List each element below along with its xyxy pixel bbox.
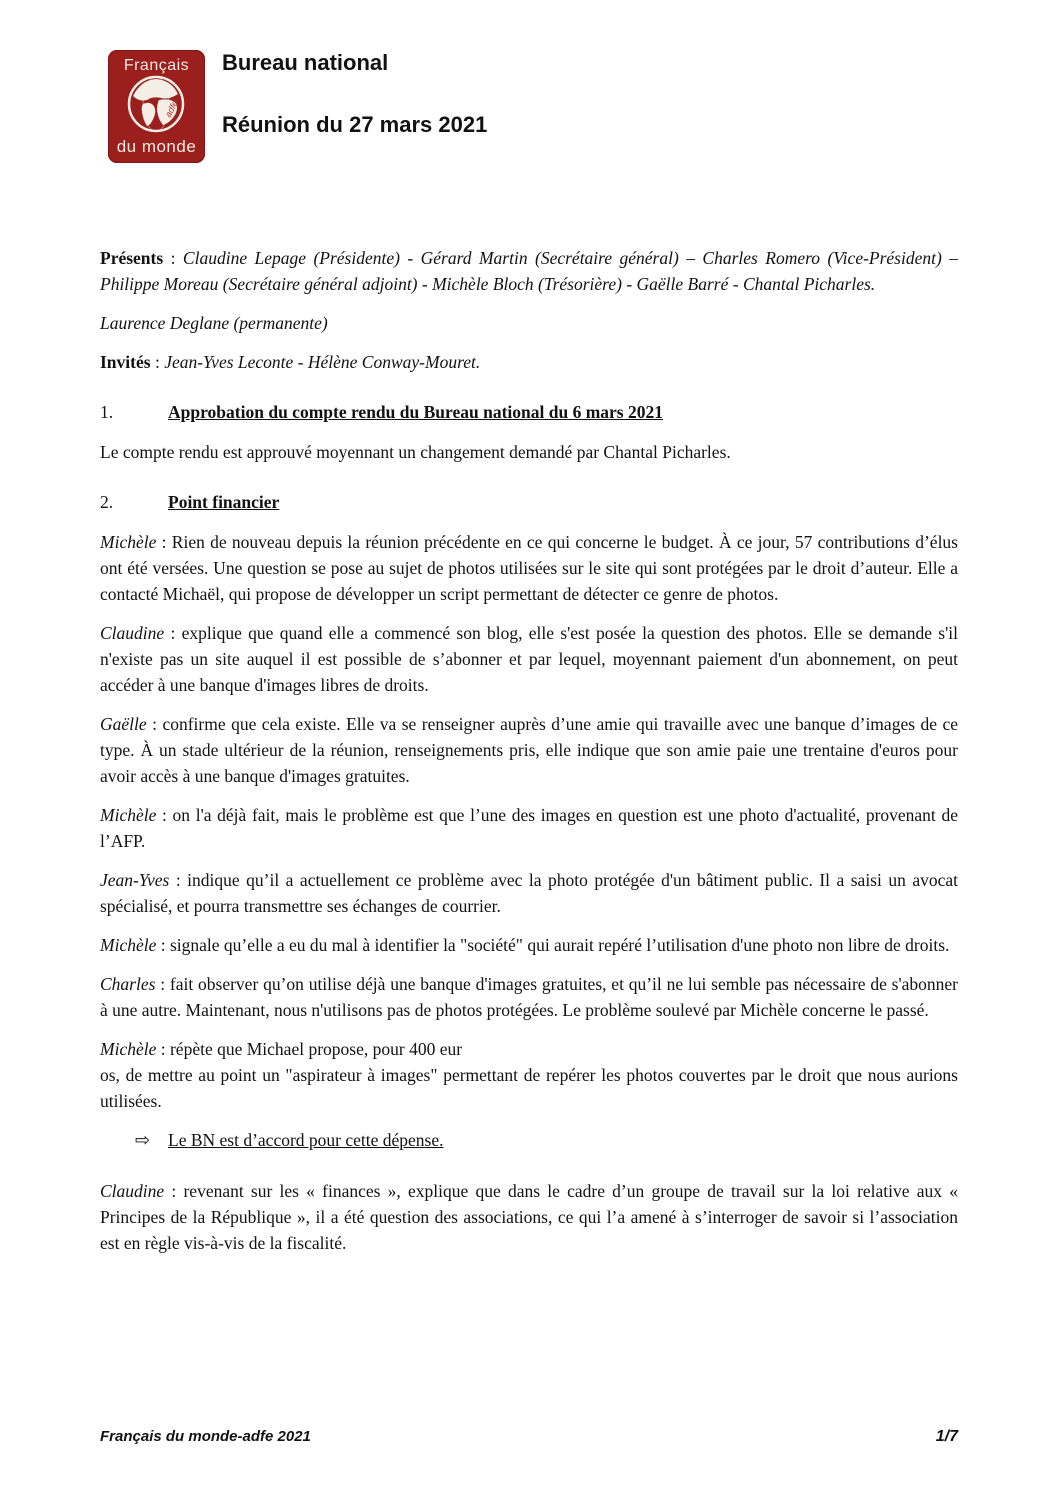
speaker-name: Charles — [100, 974, 156, 994]
document-body — [100, 245, 958, 1256]
permanente-paragraph: Laurence Deglane (permanente) — [100, 313, 328, 333]
document-title: Bureau national — [222, 50, 389, 75]
footer-association-name: Français du monde-adfe 2021 — [100, 1428, 311, 1445]
statement-text: signale qu’elle a eu du mal à identifier la "société" qui aurait repéré l’utilisation d'une photo non libre de droits. — [169, 935, 950, 955]
presents-list: Claudine Lepage (Présidente) - Gérard Martin (Secrétaire général) – Charles Romero (Vice-Président) – Philippe Moreau (Secrétaire général adjoint) - Michèle Bloch (Trésorière) - Gaëlle Barré - Chantal Picharles. — [100, 248, 958, 294]
section-1-number: 1. — [100, 402, 114, 422]
invites-list: Jean-Yves Leconte - Hélène Conway-Mouret. — [164, 352, 481, 372]
speaker-name: Michèle — [100, 935, 157, 955]
speaker-name: Claudine — [100, 1181, 165, 1201]
arrow-bullet-icon: ⇨ — [135, 1130, 151, 1151]
speaker-name: Michèle — [100, 805, 157, 825]
statement-text: indique qu’il a actuellement ce problème avec la photo protégée d'un bâtiment public. Il a saisi un avocat spécialisé, et pourra transmettre ses échanges de courrier. — [100, 870, 958, 916]
speaker-name: Gaëlle — [100, 714, 147, 734]
invites-paragraph: Invités : Jean-Yves Leconte - Hélène Conway-Mouret. — [100, 352, 481, 372]
section-1-heading — [100, 399, 958, 425]
section-2-title: Point financier — [168, 492, 280, 512]
approval-paragraph: Le compte rendu est approuvé moyennant un changement demandé par Chantal Picharles. — [100, 442, 731, 462]
statement-text: on l'a déjà fait, mais le problème est que l’une des images en question est une photo d'actualité, provenant de l’AFP. — [100, 805, 958, 851]
logo-text-bottom: du monde — [116, 137, 197, 156]
speaker-name: Jean-Yves — [100, 870, 170, 890]
presents-label: Présents — [100, 248, 164, 268]
logo-globe-label: adfe — [162, 98, 180, 119]
speaker-name: Claudine — [100, 623, 165, 643]
section-2-heading — [100, 489, 958, 515]
statement-text: revenant sur les « finances », explique que dans le cadre d’un groupe de travail sur la loi relative aux « Principes de la République », il a été question des associations, ce qui l’a amené à s’interroger de savoir si l’association est en règle vis-à-vis de la fiscalité. — [100, 1181, 958, 1253]
presents-paragraph: Présents : Claudine Lepage (Présidente) - Gérard Martin (Secrétaire général) – Charles Romero (Vice-Président) – Philippe Moreau (Secrétaire général adjoint) - Michèle Bloch (Trésorière) - Gaëlle Barré - Chantal Picharles. — [100, 248, 958, 294]
statement-michele-budget: Michèle : Rien de nouveau depuis la réunion précédente en ce qui concerne le budget. À ce jour, 57 contributions d’élus ont été versées. Une question se pose au sujet de photos utilisées sur le site qui sont protégées par le droit d’auteur. Elle a contacté Michaël, qui propose de développer un script permettant de détecter ce genre de photos. — [100, 532, 958, 604]
globe-icon — [123, 74, 189, 136]
decision-text: Le BN est d’accord pour cette dépense. — [168, 1130, 444, 1150]
statement-text: Rien de nouveau depuis la réunion précédente en ce qui concerne le budget. À ce jour, 57 contributions d’élus ont été versées. Une question se pose au sujet de photos utilisées sur le site qui sont protégées par le droit d’auteur. Elle a contacté Michaël, qui propose de développer un script permettant de détecter ce genre de photos. — [100, 532, 958, 604]
decision-line — [100, 1127, 958, 1154]
section-1-title: Approbation du compte rendu du Bureau national du 6 mars 2021 — [168, 402, 663, 422]
statement-text: explique que quand elle a commencé son blog, elle s'est posée la question des photos. Elle se demande s'il n'existe pas un site auquel il est possible de s’abonner et par lequel, moyennant paiement d'un abonnement, on peut accéder à une banque d'images libres de droits. — [100, 623, 958, 695]
logo-text-top: Français — [123, 57, 190, 74]
statement-text: confirme que cela existe. Elle va se renseigner auprès d’une amie qui travaille avec une banque d’images de ce type. À un stade ultérieur de la réunion, renseignements pris, elle indique que son amie paie une trentaine d'euros pour avoir accès à une banque d'images gratuites. — [100, 714, 958, 786]
document-subtitle: Réunion du 27 mars 2021 — [222, 112, 488, 137]
statement-michele-afp: Michèle : on l'a déjà fait, mais le problème est que l’une des images en question est une photo d'actualité, provenant de l’AFP. — [100, 805, 958, 851]
statement-text-continued: os, de mettre au point un "aspirateur à images" permettant de repérer les photos couvertes par le droit que nous aurions utilisées. — [100, 1065, 958, 1111]
statement-text: fait observer qu’on utilise déjà une banque d'images gratuites, et qu’il ne lui semble pas nécessaire de s'abonner à une autre. Maintenant, nous n'utilisons pas de photos protégées. Le problème soulevé par Michèle concerne le passé. — [100, 974, 958, 1020]
statement-claudine-finances: Claudine : revenant sur les « finances », explique que dans le cadre d’un groupe de travail sur la loi relative aux « Principes de la République », il a été question des associations, ce qui l’a amené à s’interroger de savoir si l’association est en règle vis-à-vis de la fiscalité. — [100, 1181, 958, 1253]
document-footer — [100, 1428, 958, 1446]
invites-label: Invités — [100, 352, 151, 372]
statement-text: répète que Michael propose, pour 400 eur — [169, 1039, 463, 1059]
statement-michele-societe: Michèle : signale qu’elle a eu du mal à identifier la "société" qui aurait repéré l’utilisation d'une photo non libre de droits. — [100, 935, 950, 955]
francais-du-monde-logo — [108, 50, 205, 163]
speaker-name: Michèle — [100, 1039, 157, 1059]
statement-claudine-blog: Claudine : explique que quand elle a commencé son blog, elle s'est posée la question des photos. Elle se demande s'il n'existe pas un site auquel il est possible de s’abonner et par lequel, moyennant paiement d'un abonnement, on peut accéder à une banque d'images libres de droits. — [100, 623, 958, 695]
section-2-number: 2. — [100, 492, 114, 512]
document-header — [100, 50, 958, 163]
statement-gaelle-banque: Gaëlle : confirme que cela existe. Elle va se renseigner auprès d’une amie qui travaille avec une banque d’images de ce type. À un stade ultérieur de la réunion, renseignements pris, elle indique que son amie paie une trentaine d'euros pour avoir accès à une banque d'images gratuites. — [100, 714, 958, 786]
page-number: 1/7 — [935, 1428, 958, 1445]
speaker-name: Michèle — [100, 532, 157, 552]
statement-michele-aspirateur: Michèle : répète que Michael propose, pour 400 eur os, de mettre au point un "aspirateur à images" permettant de repérer les photos couvertes par le droit que nous aurions utilisées. — [100, 1039, 958, 1111]
statement-jeanyves-avocat: Jean-Yves : indique qu’il a actuellement ce problème avec la photo protégée d'un bâtiment public. Il a saisi un avocat spécialisé, et pourra transmettre ses échanges de courrier. — [100, 870, 958, 916]
title-block — [222, 50, 487, 138]
statement-charles-banque: Charles : fait observer qu’on utilise déjà une banque d'images gratuites, et qu’il ne lui semble pas nécessaire de s'abonner à une autre. Maintenant, nous n'utilisons pas de photos protégées. Le problème soulevé par Michèle concerne le passé. — [100, 974, 958, 1020]
